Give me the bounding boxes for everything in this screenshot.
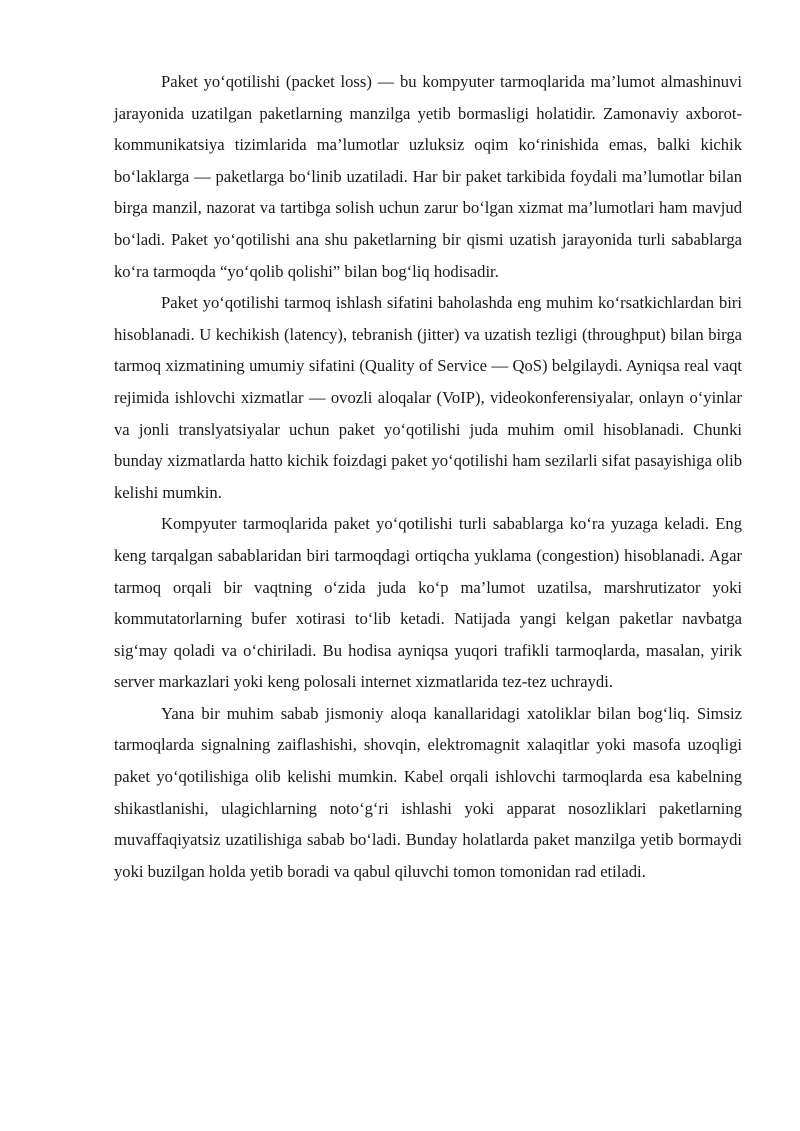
paragraph-1: Paket yo‘qotilishi (packet loss) — bu kompyuter tarmoqlarida ma’lumot almashinuvi jarayonida uzatilgan paketlarning manzilga yetib bormasligi holatidir. Zamonaviy axborot-kommunikatsiya tizimlarida ma’lumotlar uzluksiz oqim ko‘rinishida emas, balki kichik bo‘laklarga — paketlarga bo‘linib uzatiladi. Har bir paket tarkibida foydali ma’lumotlar bilan birga manzil, nazorat va tartibga solish uchun zarur bo‘lgan xizmat ma’lumotlari ham mavjud bo‘ladi. Paket yo‘qotilishi ana shu paketlarning bir qismi uzatish jarayonida turli sabablarga ko‘ra tarmoqda “yo‘qolib qolishi” bilan bog‘liq hodisadir. bbox=[114, 72, 742, 281]
paragraph-2: Paket yo‘qotilishi tarmoq ishlash sifatini baholashda eng muhim ko‘rsatkichlardan biri hisoblanadi. U kechikish (latency), tebranish (jitter) va uzatish tezligi (throughput) bilan birga tarmoq xizmatining umumiy sifatini (Quality of Service — QoS) belgilaydi. Ayniqsa real vaqt rejimida ishlovchi xizmatlar — ovozli aloqalar (VoIP), videokonferensiyalar, onlayn o‘yinlar va jonli translyatsiyalar uchun paket yo‘qotilishi juda muhim omil hisoblanadi. Chunki bunday xizmatlarda hatto kichik foizdagi paket yo‘qotilishi ham sezilarli sifat pasayishiga olib kelishi mumkin. bbox=[114, 293, 742, 502]
paragraph-3: Kompyuter tarmoqlarida paket yo‘qotilishi turli sabablarga ko‘ra yuzaga keladi. Eng keng tarqalgan sabablaridan biri tarmoqdagi ortiqcha yuklama (congestion) hisoblanadi. Agar tarmoq orqali bir vaqtning o‘zida juda ko‘p ma’lumot uzatilsa, marshrutizator yoki kommutatorlarning bufer xotirasi to‘lib ketadi. Natijada yangi kelgan paketlar navbatga sig‘may qoladi va o‘chiriladi. Bu hodisa ayniqsa yuqori trafikli tarmoqlarda, masalan, yirik server markazlari yoki keng polosali internet xizmatlarida tez-tez uchraydi. bbox=[114, 514, 742, 692]
paragraph-4: Yana bir muhim sabab jismoniy aloqa kanallaridagi xatoliklar bilan bog‘liq. Simsiz tarmoqlarda signalning zaiflashishi, shovqin, elektromagnit xalaqitlar yoki masofa uzoqligi paket yo‘qotilishiga olib kelishi mumkin. Kabel orqali ishlovchi tarmoqlarda esa kabelning shikastlanishi, ulagichlarning noto‘g‘ri ishlashi yoki apparat nosozliklari paketlarning muvaffaqiyatsiz uzatilishiga sabab bo‘ladi. Bunday holatlarda paket manzilga yetib bormaydi yoki buzilgan holda yetib boradi va qabul qiluvchi tomon tomonidan rad etiladi. bbox=[114, 703, 742, 881]
document-page bbox=[114, 66, 742, 887]
